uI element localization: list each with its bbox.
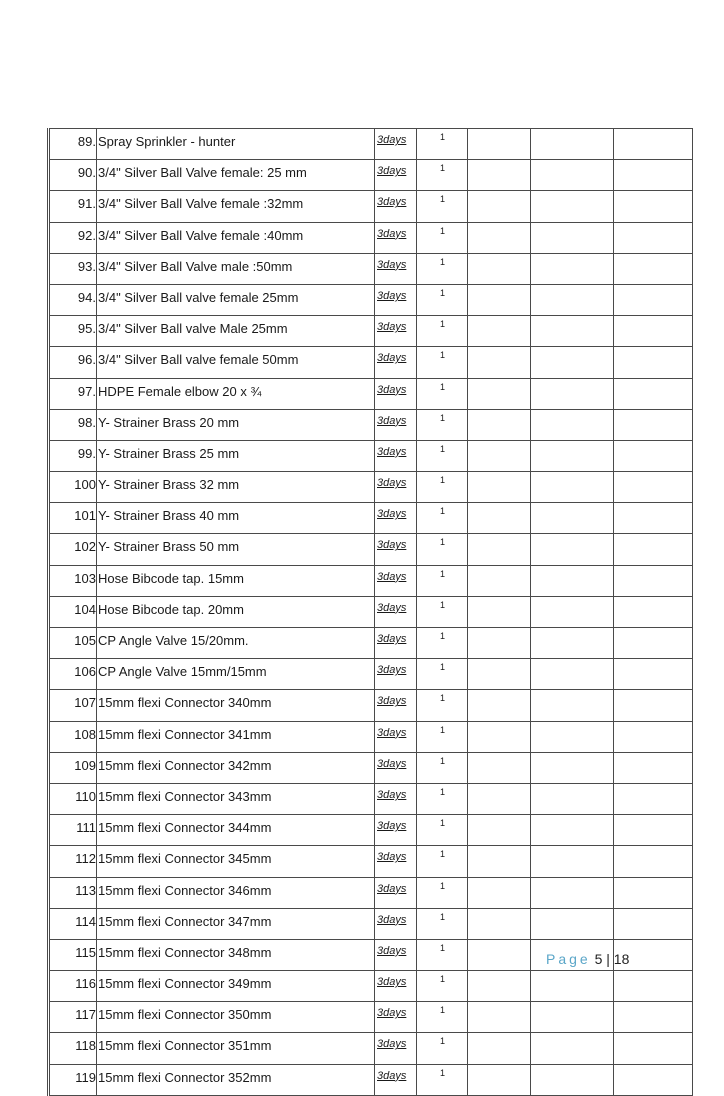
empty-cell (614, 846, 693, 877)
empty-cell (468, 440, 531, 471)
item-number: 101 (49, 503, 97, 534)
empty-cell (468, 129, 531, 160)
item-number: 96. (49, 347, 97, 378)
delivery-time: 3days (375, 971, 417, 1002)
item-quantity: 1 (417, 534, 468, 565)
delivery-time: 3days (375, 1064, 417, 1095)
empty-cell (468, 1002, 531, 1033)
empty-cell (468, 659, 531, 690)
item-description: 15mm flexi Connector 346mm (97, 877, 375, 908)
delivery-time: 3days (375, 253, 417, 284)
table-row (49, 222, 693, 253)
item-quantity: 1 (417, 846, 468, 877)
empty-cell (614, 409, 693, 440)
empty-cell (614, 253, 693, 284)
item-quantity: 1 (417, 1064, 468, 1095)
delivery-time: 3days (375, 690, 417, 721)
item-quantity: 1 (417, 1002, 468, 1033)
item-description: 15mm flexi Connector 350mm (97, 1002, 375, 1033)
empty-cell (531, 565, 614, 596)
item-quantity: 1 (417, 690, 468, 721)
empty-cell (468, 1033, 531, 1064)
table-row (49, 815, 693, 846)
empty-cell (614, 129, 693, 160)
delivery-time: 3days (375, 129, 417, 160)
item-description: Y- Strainer Brass 20 mm (97, 409, 375, 440)
item-number: 90. (49, 160, 97, 191)
item-quantity: 1 (417, 284, 468, 315)
page-footer (546, 951, 629, 967)
empty-cell (614, 721, 693, 752)
item-description: Y- Strainer Brass 32 mm (97, 472, 375, 503)
item-quantity: 1 (417, 191, 468, 222)
delivery-time: 3days (375, 222, 417, 253)
delivery-time: 3days (375, 815, 417, 846)
empty-cell (468, 783, 531, 814)
item-quantity: 1 (417, 129, 468, 160)
empty-cell (531, 1002, 614, 1033)
empty-cell (531, 1064, 614, 1095)
empty-cell (531, 596, 614, 627)
item-description: Y- Strainer Brass 40 mm (97, 503, 375, 534)
table-row (49, 347, 693, 378)
item-number: 107 (49, 690, 97, 721)
item-quantity: 1 (417, 253, 468, 284)
item-description: 15mm flexi Connector 343mm (97, 783, 375, 814)
empty-cell (531, 253, 614, 284)
delivery-time: 3days (375, 1002, 417, 1033)
item-number: 108 (49, 721, 97, 752)
empty-cell (468, 222, 531, 253)
empty-cell (614, 472, 693, 503)
empty-cell (614, 690, 693, 721)
table-row (49, 565, 693, 596)
empty-cell (531, 503, 614, 534)
item-description: 15mm flexi Connector 345mm (97, 846, 375, 877)
empty-cell (614, 347, 693, 378)
item-description: Hose Bibcode tap. 20mm (97, 596, 375, 627)
item-quantity: 1 (417, 1033, 468, 1064)
item-description: Y- Strainer Brass 25 mm (97, 440, 375, 471)
table-row (49, 752, 693, 783)
item-quantity: 1 (417, 222, 468, 253)
item-description: 15mm flexi Connector 351mm (97, 1033, 375, 1064)
item-description: 15mm flexi Connector 341mm (97, 721, 375, 752)
table-row (49, 721, 693, 752)
item-description: 3/4" Silver Ball valve Male 25mm (97, 316, 375, 347)
table-row (49, 783, 693, 814)
empty-cell (531, 752, 614, 783)
item-description: 15mm flexi Connector 340mm (97, 690, 375, 721)
empty-cell (614, 1064, 693, 1095)
item-number: 100 (49, 472, 97, 503)
delivery-time: 3days (375, 316, 417, 347)
empty-cell (468, 503, 531, 534)
item-number: 89. (49, 129, 97, 160)
empty-cell (468, 534, 531, 565)
empty-cell (614, 1033, 693, 1064)
empty-cell (468, 690, 531, 721)
delivery-time: 3days (375, 565, 417, 596)
table-row (49, 503, 693, 534)
item-quantity: 1 (417, 409, 468, 440)
empty-cell (531, 659, 614, 690)
delivery-time: 3days (375, 160, 417, 191)
empty-cell (531, 316, 614, 347)
empty-cell (468, 815, 531, 846)
delivery-time: 3days (375, 440, 417, 471)
item-number: 104 (49, 596, 97, 627)
item-quantity: 1 (417, 783, 468, 814)
table-row (49, 877, 693, 908)
table-row (49, 971, 693, 1002)
item-description: 3/4" Silver Ball valve female 25mm (97, 284, 375, 315)
item-description: 3/4" Silver Ball Valve female :40mm (97, 222, 375, 253)
item-quantity: 1 (417, 160, 468, 191)
empty-cell (531, 129, 614, 160)
empty-cell (531, 846, 614, 877)
empty-cell (531, 440, 614, 471)
table-row (49, 1033, 693, 1064)
item-number: 118 (49, 1033, 97, 1064)
item-quantity: 1 (417, 877, 468, 908)
empty-cell (531, 783, 614, 814)
table-row (49, 596, 693, 627)
empty-cell (614, 1002, 693, 1033)
table-row (49, 284, 693, 315)
empty-cell (468, 1064, 531, 1095)
item-quantity: 1 (417, 752, 468, 783)
empty-cell (614, 316, 693, 347)
empty-cell (531, 971, 614, 1002)
empty-cell (614, 503, 693, 534)
item-description: 15mm flexi Connector 342mm (97, 752, 375, 783)
item-number: 91. (49, 191, 97, 222)
item-description: Y- Strainer Brass 50 mm (97, 534, 375, 565)
item-number: 94. (49, 284, 97, 315)
empty-cell (468, 316, 531, 347)
item-number: 103 (49, 565, 97, 596)
item-number: 97. (49, 378, 97, 409)
empty-cell (531, 472, 614, 503)
item-quantity: 1 (417, 440, 468, 471)
table-row (49, 908, 693, 939)
delivery-time: 3days (375, 908, 417, 939)
item-description: 3/4" Silver Ball Valve female: 25 mm (97, 160, 375, 191)
delivery-time: 3days (375, 752, 417, 783)
delivery-time: 3days (375, 721, 417, 752)
empty-cell (468, 565, 531, 596)
item-description: 15mm flexi Connector 349mm (97, 971, 375, 1002)
table-row (49, 409, 693, 440)
table-row (49, 440, 693, 471)
item-number: 93. (49, 253, 97, 284)
empty-cell (614, 783, 693, 814)
item-number: 111 (49, 815, 97, 846)
item-quantity: 1 (417, 503, 468, 534)
empty-cell (614, 659, 693, 690)
empty-cell (531, 908, 614, 939)
empty-cell (531, 534, 614, 565)
delivery-time: 3days (375, 783, 417, 814)
empty-cell (531, 409, 614, 440)
empty-cell (468, 877, 531, 908)
item-number: 114 (49, 908, 97, 939)
item-quantity: 1 (417, 815, 468, 846)
table-row (49, 378, 693, 409)
empty-cell (614, 971, 693, 1002)
item-number: 116 (49, 971, 97, 1002)
delivery-time: 3days (375, 284, 417, 315)
item-quantity: 1 (417, 628, 468, 659)
item-description: CP Angle Valve 15/20mm. (97, 628, 375, 659)
item-quantity: 1 (417, 596, 468, 627)
item-number: 119 (49, 1064, 97, 1095)
empty-cell (531, 690, 614, 721)
empty-cell (531, 222, 614, 253)
item-number: 102 (49, 534, 97, 565)
page-number: 5 | 18 (594, 951, 630, 967)
item-description: 3/4" Silver Ball Valve male :50mm (97, 253, 375, 284)
item-number: 95. (49, 316, 97, 347)
empty-cell (468, 908, 531, 939)
delivery-time: 3days (375, 534, 417, 565)
table-row (49, 534, 693, 565)
item-number: 92. (49, 222, 97, 253)
empty-cell (468, 846, 531, 877)
table-row (49, 253, 693, 284)
item-quantity: 1 (417, 721, 468, 752)
item-description: 3/4" Silver Ball Valve female :32mm (97, 191, 375, 222)
item-description: Hose Bibcode tap. 15mm (97, 565, 375, 596)
empty-cell (468, 752, 531, 783)
item-number: 109 (49, 752, 97, 783)
table-row (49, 191, 693, 222)
item-description: Spray Sprinkler - hunter (97, 129, 375, 160)
table-row (49, 659, 693, 690)
item-description: 15mm flexi Connector 347mm (97, 908, 375, 939)
page-label: Page (546, 951, 591, 967)
item-description: 15mm flexi Connector 344mm (97, 815, 375, 846)
empty-cell (614, 877, 693, 908)
item-quantity: 1 (417, 971, 468, 1002)
delivery-time: 3days (375, 378, 417, 409)
empty-cell (614, 596, 693, 627)
table-row (49, 846, 693, 877)
empty-cell (531, 628, 614, 659)
table-row (49, 316, 693, 347)
item-quantity: 1 (417, 316, 468, 347)
item-number: 117 (49, 1002, 97, 1033)
empty-cell (468, 596, 531, 627)
empty-cell (614, 565, 693, 596)
empty-cell (531, 160, 614, 191)
item-quantity: 1 (417, 659, 468, 690)
item-description: 15mm flexi Connector 348mm (97, 939, 375, 970)
table-row (49, 1064, 693, 1095)
delivery-time: 3days (375, 659, 417, 690)
empty-cell (614, 191, 693, 222)
empty-cell (531, 347, 614, 378)
delivery-time: 3days (375, 409, 417, 440)
delivery-time: 3days (375, 191, 417, 222)
item-description: HDPE Female elbow 20 x ¾ (97, 378, 375, 409)
item-number: 113 (49, 877, 97, 908)
delivery-time: 3days (375, 503, 417, 534)
delivery-time: 3days (375, 939, 417, 970)
item-quantity: 1 (417, 565, 468, 596)
item-number: 99. (49, 440, 97, 471)
item-quantity: 1 (417, 378, 468, 409)
item-description: CP Angle Valve 15mm/15mm (97, 659, 375, 690)
delivery-time: 3days (375, 596, 417, 627)
delivery-time: 3days (375, 472, 417, 503)
empty-cell (468, 721, 531, 752)
empty-cell (468, 253, 531, 284)
table-row (49, 472, 693, 503)
empty-cell (468, 409, 531, 440)
table-row (49, 690, 693, 721)
delivery-time: 3days (375, 1033, 417, 1064)
empty-cell (468, 628, 531, 659)
empty-cell (531, 1033, 614, 1064)
empty-cell (614, 752, 693, 783)
delivery-time: 3days (375, 628, 417, 659)
empty-cell (468, 347, 531, 378)
empty-cell (614, 222, 693, 253)
item-number: 110 (49, 783, 97, 814)
table-row (49, 628, 693, 659)
empty-cell (468, 160, 531, 191)
empty-cell (468, 378, 531, 409)
item-quantity: 1 (417, 939, 468, 970)
item-number: 98. (49, 409, 97, 440)
item-description: 15mm flexi Connector 352mm (97, 1064, 375, 1095)
empty-cell (614, 284, 693, 315)
empty-cell (468, 472, 531, 503)
empty-cell (531, 721, 614, 752)
item-number: 112 (49, 846, 97, 877)
table-row (49, 1002, 693, 1033)
delivery-time: 3days (375, 846, 417, 877)
item-quantity: 1 (417, 472, 468, 503)
empty-cell (614, 160, 693, 191)
empty-cell (614, 908, 693, 939)
table-row (49, 129, 693, 160)
empty-cell (614, 440, 693, 471)
item-number: 105 (49, 628, 97, 659)
item-number: 115 (49, 939, 97, 970)
empty-cell (531, 877, 614, 908)
empty-cell (468, 971, 531, 1002)
empty-cell (468, 284, 531, 315)
item-description: 3/4" Silver Ball valve female 50mm (97, 347, 375, 378)
item-number: 106 (49, 659, 97, 690)
item-quantity: 1 (417, 908, 468, 939)
empty-cell (531, 284, 614, 315)
empty-cell (468, 939, 531, 970)
item-quantity: 1 (417, 347, 468, 378)
delivery-time: 3days (375, 347, 417, 378)
empty-cell (468, 191, 531, 222)
empty-cell (614, 628, 693, 659)
empty-cell (531, 191, 614, 222)
empty-cell (614, 378, 693, 409)
empty-cell (531, 815, 614, 846)
empty-cell (614, 815, 693, 846)
table-row (49, 160, 693, 191)
delivery-time: 3days (375, 877, 417, 908)
empty-cell (614, 534, 693, 565)
empty-cell (531, 378, 614, 409)
